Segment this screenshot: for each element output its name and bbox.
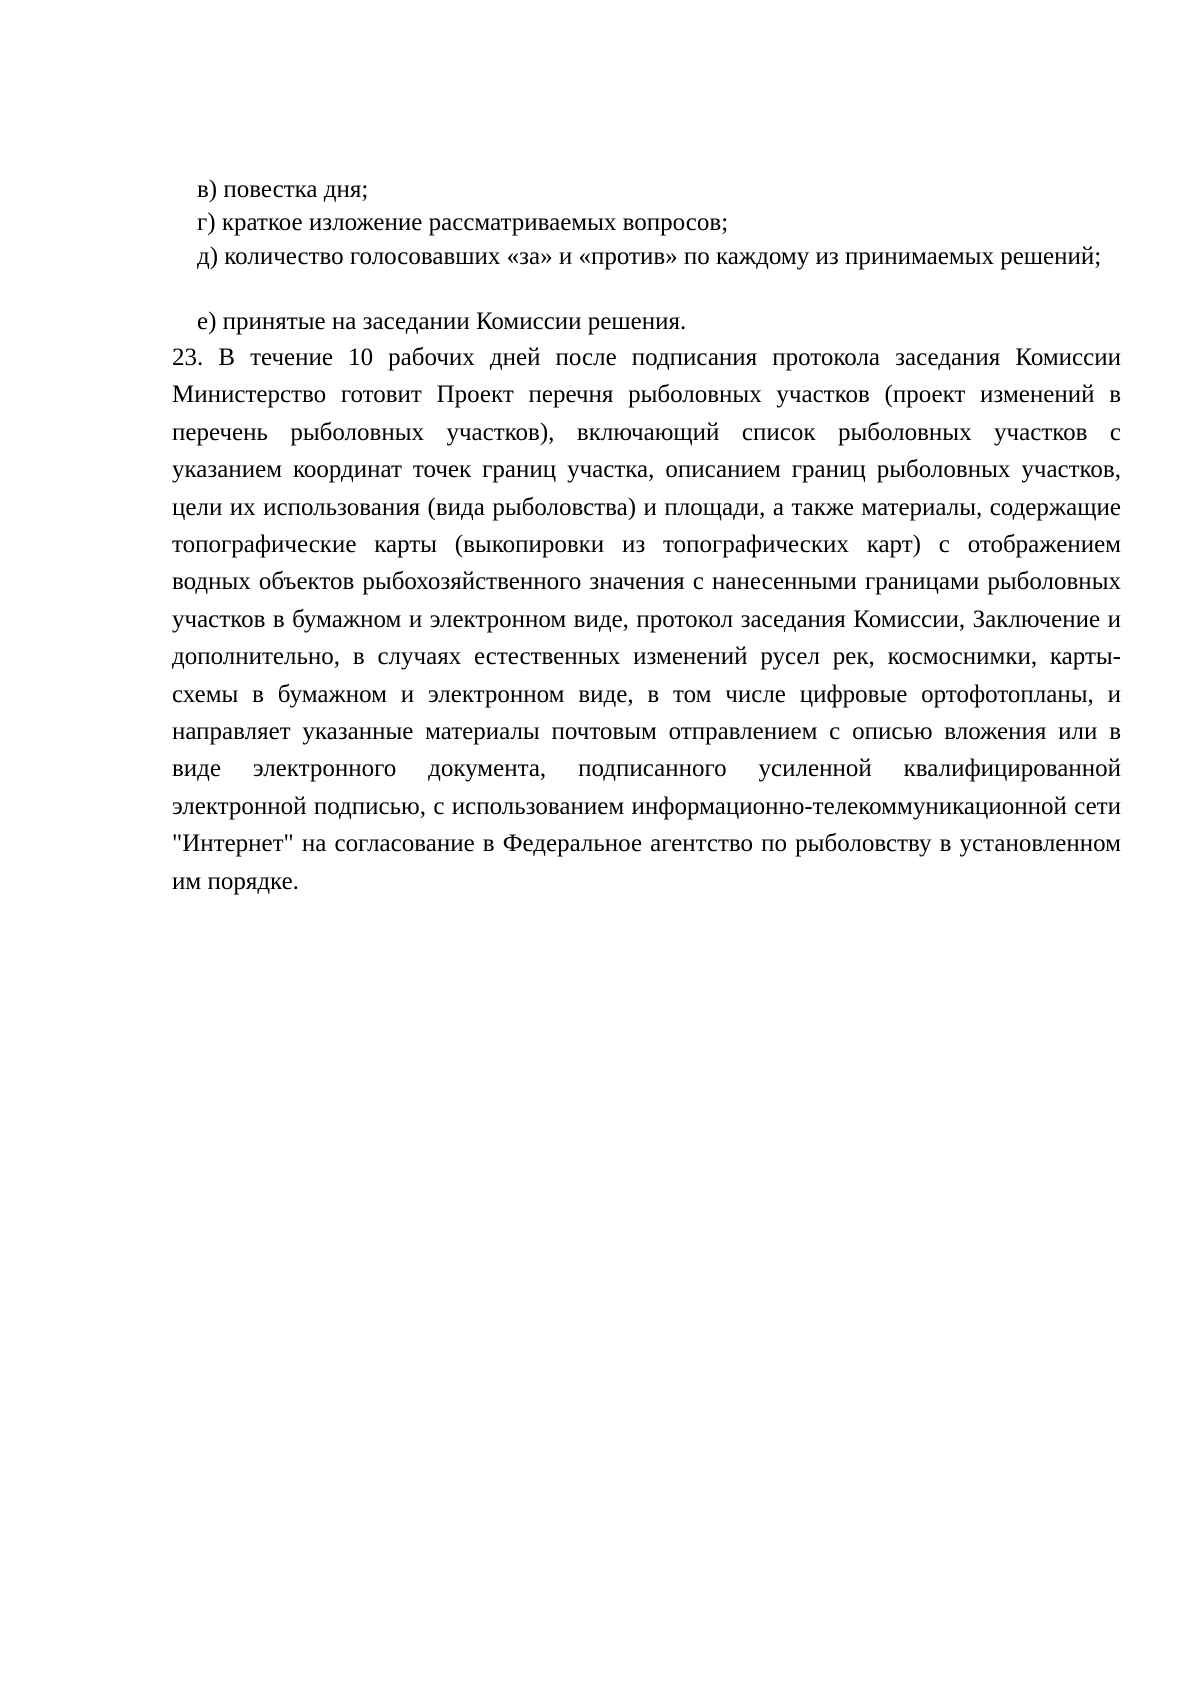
section-23-paragraph: 23. В течение 10 рабочих дней после подписания протокола заседания Комиссии Министерство готовит Проект перечня рыболовных участков (проект изменений в перечень рыболовных участков), включающий список рыболовных участков с указанием координат точек границ участка, описанием границ рыболовных участков, цели их использования (вида рыболовства) и площади, а также материалы, содержащие топографические карты (выкопировки из топографических карт) с отображением водных объектов рыбохозяйственного значения с нанесенными границами рыболовных участков в бумажном и электронном виде, протокол заседания Комиссии, Заключение и дополнительно, в случаях естественных изменений русел рек, космоснимки, карты-схемы в бумажном и электронном виде, в том числе цифровые ортофотопланы, и направляет указанные материалы почтовым отправлением с описью вложения или в виде электронного документа, подписанного усиленной квалифицированной электронной подписью, с использованием информационно-телекоммуникационной сети "Интернет" на согласование в Федеральное агентство по рыболовству в установленном им порядке. [172, 344, 1121, 895]
list-item-v: в) повестка дня; [197, 176, 369, 203]
list-item-g: г) краткое изложение рассматриваемых вопросов; [197, 209, 729, 236]
list-item-d: д) количество голосовавших «за» и «против» по каждому из принимаемых решений; [197, 243, 1102, 270]
list-item-e: е) принятые на заседании Комиссии решения. [197, 308, 687, 335]
